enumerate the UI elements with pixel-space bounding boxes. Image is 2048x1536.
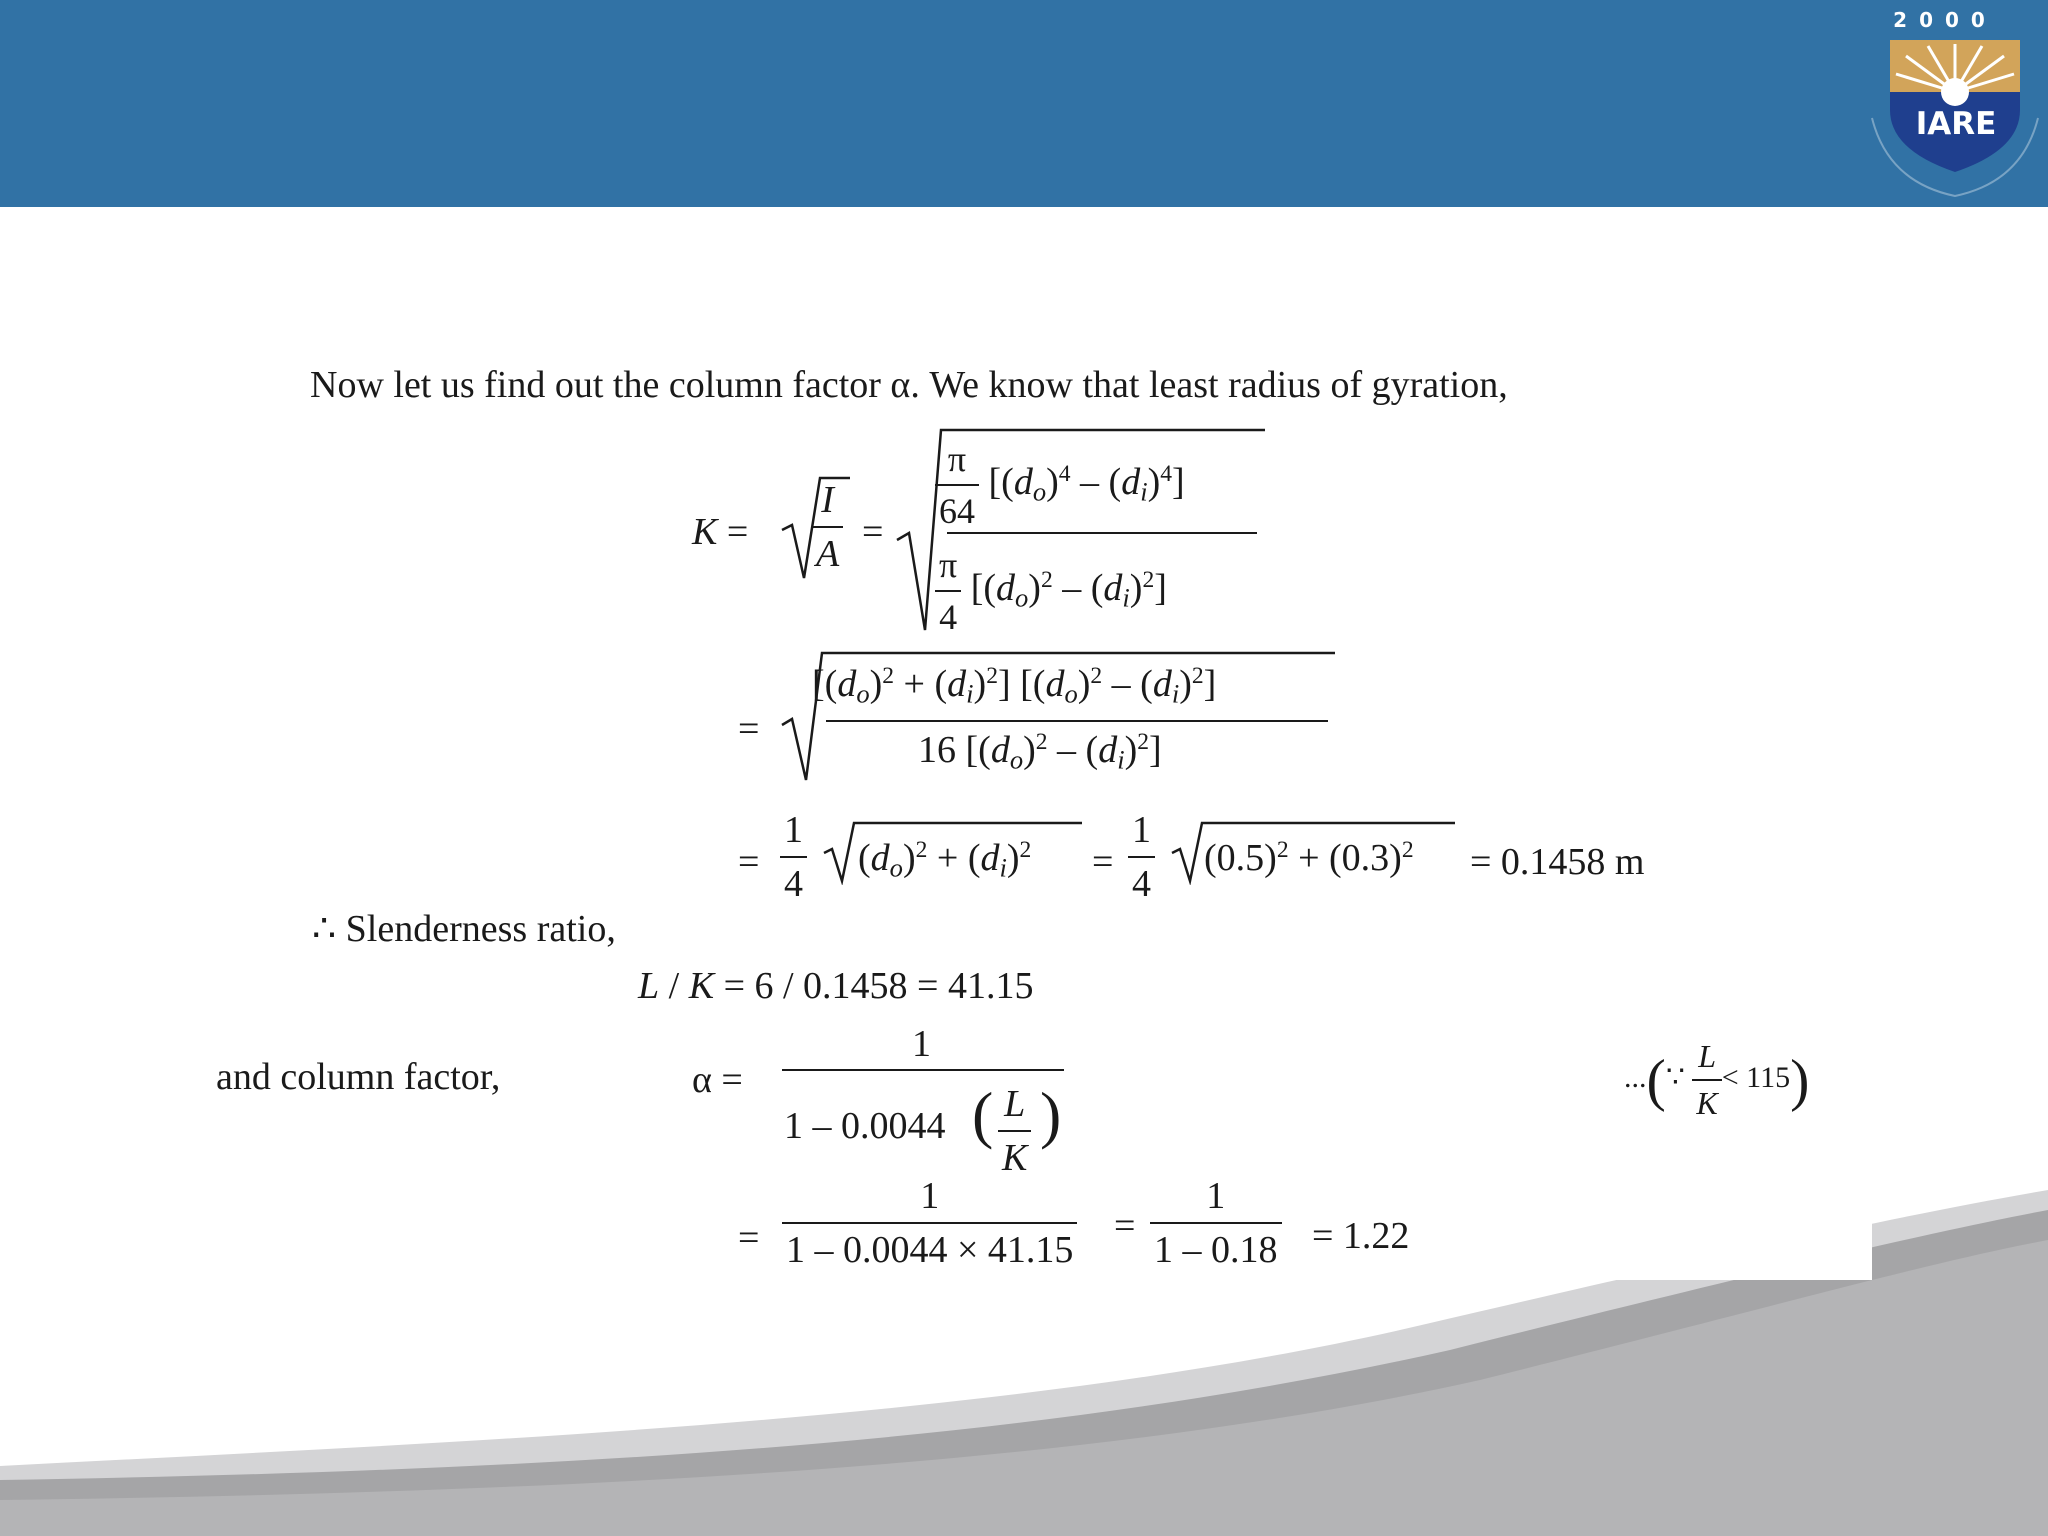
eq3-equals: = bbox=[738, 841, 760, 883]
alpha-paren-right: ) bbox=[1040, 1079, 1062, 1150]
logo-year: 2000 bbox=[1893, 8, 1997, 32]
eq2-equals: = bbox=[738, 708, 760, 750]
slenderness-eq: L / K = 6 / 0.1458 = 41.15 bbox=[638, 965, 1034, 1007]
side-note: ...(∵ $\frac{L}{K}$ < 115) bbox=[1624, 1038, 1810, 1121]
alpha2-equals2: = bbox=[1114, 1205, 1136, 1247]
eq3-result: = 0.1458 m bbox=[1470, 841, 1645, 883]
eq1-equals: = bbox=[862, 511, 884, 553]
intro-text: Now let us find out the column factor α. We know that least radius of gyration, bbox=[310, 364, 1508, 406]
alpha-lk-frac: $\frac{L}{K}$ bbox=[998, 1082, 1031, 1180]
eq1-upper: $\frac{\pi}{64}$ $[(d_o)^4 - (d_i)^4]$ bbox=[935, 438, 1185, 532]
eq1-k: K bbox=[692, 511, 718, 553]
alpha2-equals: = bbox=[738, 1217, 760, 1259]
eq3-frac2: $\frac{1}{4}$ bbox=[1128, 808, 1155, 906]
eq2-numerator: $[(d_o)^2 + (d_i)^2]$ $[(d_o)^2 - (d_i)^2]$ bbox=[812, 663, 1217, 709]
alpha-paren-left: ( bbox=[972, 1079, 994, 1150]
eq2-denominator: 16 $[(d_o)^2 - (d_i)^2]$ bbox=[918, 729, 1162, 775]
alpha2-result: = 1.22 bbox=[1312, 1215, 1410, 1257]
eq3-equals2: = bbox=[1092, 841, 1114, 883]
column-factor-label: and column factor, bbox=[216, 1056, 501, 1098]
alpha-numerator: 1 bbox=[912, 1023, 931, 1065]
alpha-fraction-bar bbox=[782, 1066, 1064, 1074]
eq3-frac1: $\frac{1}{4}$ bbox=[780, 808, 807, 906]
iare-logo bbox=[1868, 0, 2048, 207]
eq3-values: $(0.5)^2 + (0.3)^2$ bbox=[1204, 837, 1414, 879]
logo-name: IARE bbox=[1915, 106, 1997, 142]
alpha2-frac1: $\frac{1}{1 - 0.0044 \times 41.15}$ bbox=[782, 1174, 1077, 1272]
eq1-lhs: K = bbox=[692, 511, 749, 553]
slenderness-label: ∴ Slenderness ratio, bbox=[312, 908, 616, 950]
eq1-lower: $\frac{\pi}{4}$ $[(d_o)^2 - (d_i)^2]$ bbox=[935, 544, 1167, 638]
alpha2-frac2: $\frac{1}{1 - 0.18}$ bbox=[1150, 1174, 1282, 1272]
alpha-denominator: 1 – 0.0044 bbox=[784, 1105, 946, 1147]
eq1-ia-frac: $\frac{I}{A}$ bbox=[812, 478, 843, 576]
eq3-expr1: $(d_o)^2 + (d_i)^2$ bbox=[858, 837, 1032, 883]
alpha-lhs: α = bbox=[692, 1059, 743, 1101]
